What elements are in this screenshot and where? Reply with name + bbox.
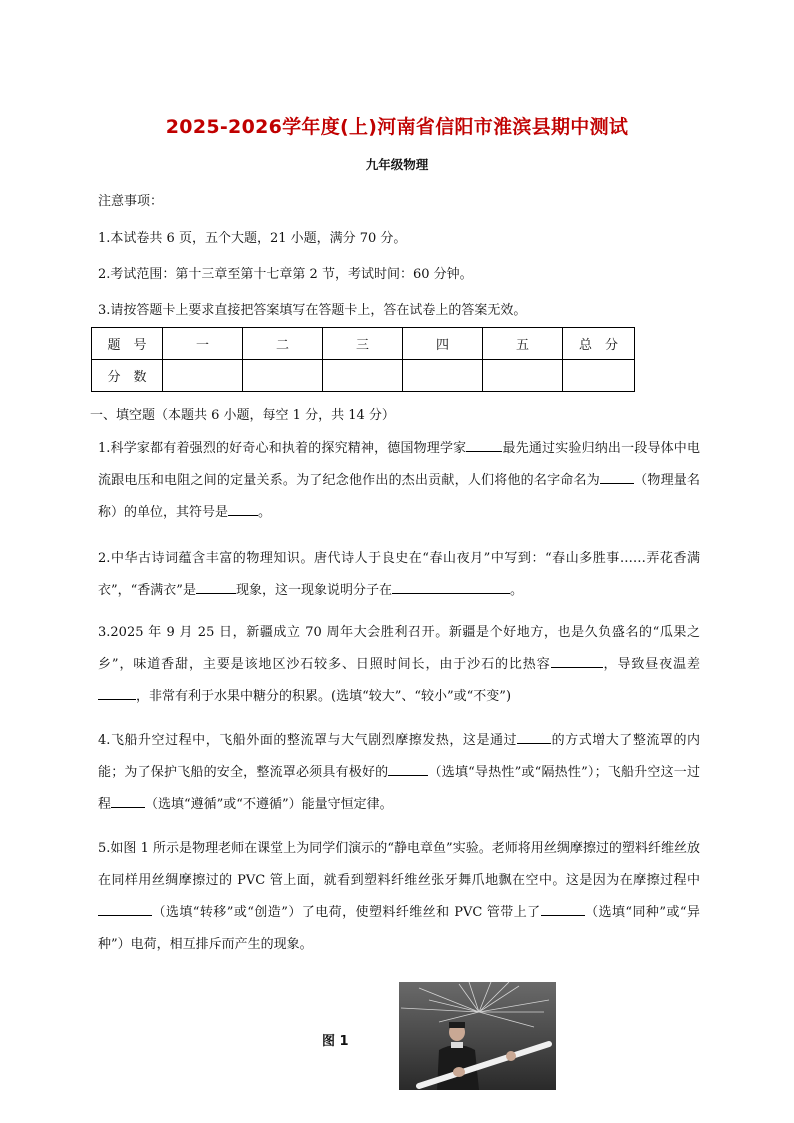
q1-text-1: 1.科学家都有着强烈的好奇心和执着的探究精神，德国物理学家 <box>98 441 467 456</box>
q5-text-3: （选填“同种”或“异种”）电荷，相互排斥而产生的现象。 <box>98 905 700 952</box>
question-5 <box>98 833 700 961</box>
q1-blank-1[interactable] <box>466 439 502 452</box>
score-cell[interactable] <box>403 360 483 392</box>
q3-blank-1[interactable] <box>551 655 603 668</box>
q1-text-3: （物理量名称）的单位，其符号是 <box>98 473 700 520</box>
note-item-2: 2.考试范围：第十三章至第十七章第 2 节，考试时间：60 分钟。 <box>98 267 473 282</box>
q3-text-1: 3.2025 年 9 月 25 日，新疆成立 70 周年大会胜利召开。新疆是个好地方，也是久负盛名的“瓜果之乡”，味道香甜，主要是该地区沙石较多、日照时间长，由于沙石的比热容 <box>98 625 700 672</box>
q3-blank-2[interactable] <box>98 687 136 700</box>
q1-text-4: 。 <box>258 505 272 520</box>
question-2 <box>98 543 700 607</box>
q2-text-2: 现象，这一现象说明分子在 <box>235 583 392 598</box>
q5-text-1: 5.如图 1 所示是物理老师在课堂上为同学们演示的“静电章鱼”实验。老师将用丝绸摩擦过的塑料纤维丝放在同样用丝绸摩擦过的 PVC 管上面，就看到塑料纤维丝张牙舞爪地飘在空中。这是因为在摩擦过程中 <box>98 841 700 888</box>
q2-text-3: 。 <box>509 583 523 598</box>
question-1 <box>98 433 700 529</box>
score-cell[interactable] <box>563 360 635 392</box>
q3-text-3: ，非常有利于水果中糖分的积累。(选填“较大”、“较小”或“不变”) <box>136 689 512 704</box>
score-table-header-row <box>92 328 635 360</box>
exam-title: 2025-2026学年度(上)河南省信阳市淮滨县期中测试 <box>165 116 629 138</box>
score-table-col: 总 分 <box>563 328 635 360</box>
score-table-col: 二 <box>243 328 323 360</box>
score-cell[interactable] <box>163 360 243 392</box>
note-item-3: 3.请按答题卡上要求直接把答案填写在答题卡上，答在试卷上的答案无效。 <box>98 303 527 318</box>
q4-text-4: （选填“遵循”或“不遵循”）能量守恒定律。 <box>145 797 393 812</box>
score-table-col: 四 <box>403 328 483 360</box>
score-table-row-label: 分 数 <box>92 360 163 392</box>
score-table-score-row <box>92 360 635 392</box>
figure-1-label: 图 1 <box>322 1034 349 1049</box>
score-cell[interactable] <box>243 360 323 392</box>
q5-blank-1[interactable] <box>98 903 152 916</box>
q1-text-2: 最先通过实验归纳出一段导体中电流跟电压和电阻之间的定量关系。为了纪念他作出的杰出贡献，人们将他的名字命名为 <box>98 441 700 488</box>
q4-blank-3[interactable] <box>111 795 145 808</box>
q4-text-1: 4.飞船升空过程中，飞船外面的整流罩与大气剧烈摩擦发热，这是通过 <box>98 733 518 748</box>
notes-heading: 注意事项： <box>98 194 164 209</box>
section-1-heading: 一、填空题（本题共 6 小题，每空 1 分，共 14 分） <box>90 408 395 423</box>
figure-1-photo <box>399 982 556 1090</box>
score-table <box>91 327 635 392</box>
score-table-col: 三 <box>323 328 403 360</box>
q2-blank-2[interactable] <box>392 581 510 594</box>
score-cell[interactable] <box>323 360 403 392</box>
note-item-1: 1.本试卷共 6 页，五个大题，21 小题，满分 70 分。 <box>98 231 407 246</box>
q4-text-3: （选填“导热性”或“隔热性”）；飞船升空这一过程 <box>98 765 700 812</box>
q5-blank-2[interactable] <box>541 903 585 916</box>
q3-text-2: ，导致昼夜温差 <box>602 657 700 672</box>
static-electricity-photo-illustration <box>399 982 556 1090</box>
q5-text-2: （选填“转移”或“创造”）了电荷，使塑料纤维丝和 PVC 管带上了 <box>152 905 541 920</box>
q4-text-2: 的方式增大了整流罩的内能；为了保护飞船的安全，整流罩必须具有极好的 <box>98 733 700 780</box>
q4-blank-2[interactable] <box>388 763 428 776</box>
score-table-col: 五 <box>483 328 563 360</box>
q4-blank-1[interactable] <box>517 731 551 744</box>
q2-blank-1[interactable] <box>196 581 236 594</box>
q2-text-1: 2.中华古诗词蕴含丰富的物理知识。唐代诗人于良史在“春山夜月”中写到：“春山多胜事……弄花香满衣”，“香满衣”是 <box>98 551 700 598</box>
score-table-row-label: 题 号 <box>92 328 163 360</box>
exam-subtitle: 九年级物理 <box>365 157 429 172</box>
q1-blank-2[interactable] <box>600 471 634 484</box>
score-table-col: 一 <box>163 328 243 360</box>
question-3 <box>98 617 700 713</box>
question-4 <box>98 725 700 821</box>
score-cell[interactable] <box>483 360 563 392</box>
q1-blank-3[interactable] <box>228 503 258 516</box>
